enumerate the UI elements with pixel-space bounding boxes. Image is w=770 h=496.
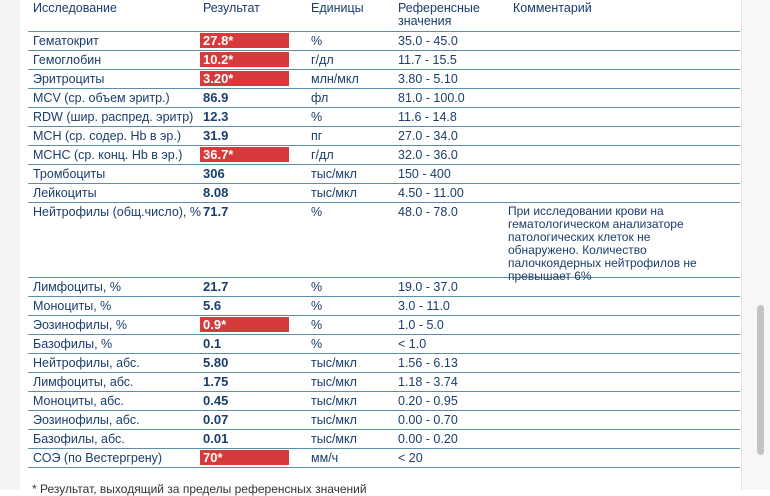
- units: %: [311, 318, 323, 332]
- result-value: 31.9: [203, 128, 229, 143]
- table-row: [28, 70, 740, 89]
- reference-range: 0.00 - 0.70: [398, 413, 458, 427]
- header-result: Результат: [203, 1, 260, 15]
- units: фл: [311, 91, 329, 105]
- units: пг: [311, 129, 323, 143]
- test-name: Гемоглобин: [33, 53, 102, 67]
- table-row: [28, 449, 740, 468]
- result-value: 0.45: [203, 393, 229, 408]
- test-name: Нейтрофилы, абс.: [33, 356, 140, 370]
- table-row: [28, 203, 740, 283]
- reference-range: 3.0 - 11.0: [398, 299, 450, 313]
- test-name: Базофилы, %: [33, 337, 113, 351]
- reference-range: 4.50 - 11.00: [398, 186, 464, 200]
- units: мм/ч: [311, 451, 339, 465]
- result-value: 70*: [200, 450, 289, 465]
- units: г/дл: [311, 148, 334, 162]
- units: %: [311, 337, 323, 351]
- result-value: 86.9: [203, 90, 229, 105]
- units: %: [311, 205, 323, 219]
- test-name: RDW (шир. распред. эритр): [33, 110, 194, 124]
- reference-range: 11.6 - 14.8: [398, 110, 457, 124]
- reference-range: 27.0 - 34.0: [398, 129, 458, 143]
- test-name: Эозинофилы, %: [33, 318, 127, 332]
- result-value: 0.07: [203, 412, 229, 427]
- table-row: [28, 146, 740, 165]
- reference-range: < 1.0: [398, 337, 427, 351]
- reference-range: 48.0 - 78.0: [398, 205, 458, 219]
- table-row: [28, 373, 740, 392]
- test-name: СОЭ (по Вестергрену): [33, 451, 163, 465]
- result-value: 8.08: [203, 185, 229, 200]
- reference-range: 32.0 - 36.0: [398, 148, 458, 162]
- footnote: * Результат, выходящий за пределы референсных значений: [32, 482, 367, 496]
- units: %: [311, 280, 323, 294]
- units: %: [311, 34, 323, 48]
- reference-range: 0.20 - 0.95: [398, 394, 458, 408]
- reference-range: 1.18 - 3.74: [398, 375, 458, 389]
- scrollbar-thumb[interactable]: [757, 305, 764, 455]
- results-table: [28, 0, 740, 468]
- header-study: Исследование: [33, 1, 117, 15]
- table-header: [28, 0, 740, 32]
- test-name: Нейтрофилы (общ.число), %: [33, 205, 201, 219]
- units: млн/мкл: [311, 72, 359, 86]
- result-value: 5.6: [203, 298, 222, 313]
- units: тыс/мкл: [311, 432, 357, 446]
- result-value: 306: [203, 166, 225, 181]
- table-row: [28, 278, 740, 297]
- units: тыс/мкл: [311, 375, 357, 389]
- table-row: [28, 354, 740, 373]
- reference-range: 3.80 - 5.10: [398, 72, 458, 86]
- test-name: Лимфоциты, абс.: [33, 375, 134, 389]
- units: тыс/мкл: [311, 413, 357, 427]
- test-name: MCH (ср. содер. Hb в эр.): [33, 129, 181, 143]
- test-name: Лейкоциты: [33, 186, 97, 200]
- comment: При исследовании крови на гематологическом анализаторе патологических клеток не обнаружено. Количество палочкоядерных нейтрофилов не превышает 6%: [508, 204, 697, 283]
- result-value: 0.9*: [200, 317, 289, 332]
- reference-range: 150 - 400: [398, 167, 451, 181]
- header-comment: Комментарий: [513, 1, 592, 15]
- test-name: МСНС (ср. конц. Hb в эр.): [33, 148, 183, 162]
- header-units: Единицы: [311, 1, 364, 15]
- reference-range: 0.00 - 0.20: [398, 432, 458, 446]
- test-name: Лимфоциты, %: [33, 280, 121, 294]
- table-row: [28, 165, 740, 184]
- units: %: [311, 299, 323, 313]
- reference-range: 1.0 - 5.0: [398, 318, 444, 332]
- test-name: Моноциты, абс.: [33, 394, 124, 408]
- result-value: 12.3: [203, 109, 229, 124]
- table-row: [28, 316, 740, 335]
- table-row: [28, 108, 740, 127]
- units: тыс/мкл: [311, 186, 357, 200]
- reference-range: 35.0 - 45.0: [398, 34, 458, 48]
- result-value: 27.8*: [200, 33, 289, 48]
- table-row: [28, 297, 740, 316]
- reference-range: 11.7 - 15.5: [398, 53, 457, 67]
- table-row: [28, 32, 740, 51]
- table-row: [28, 430, 740, 449]
- result-value: 71.7: [203, 204, 229, 219]
- reference-range: 19.0 - 37.0: [398, 280, 458, 294]
- test-name: Моноциты, %: [33, 299, 112, 313]
- test-name: Гематокрит: [33, 34, 99, 48]
- test-name: Базофилы, абс.: [33, 432, 125, 446]
- reference-range: < 20: [398, 451, 423, 465]
- reference-range: 1.56 - 6.13: [398, 356, 458, 370]
- table-row: [28, 392, 740, 411]
- table-row: [28, 51, 740, 70]
- result-value: 0.01: [203, 431, 229, 446]
- table-row: [28, 127, 740, 146]
- header-reference: Референсные значения: [398, 1, 480, 28]
- table-row: [28, 335, 740, 354]
- table-row: [28, 411, 740, 430]
- table-body: [28, 32, 740, 468]
- test-name: Эозинофилы, абс.: [33, 413, 140, 427]
- units: тыс/мкл: [311, 394, 357, 408]
- table-row: [28, 184, 740, 203]
- table-row: [28, 89, 740, 108]
- result-value: 21.7: [203, 279, 229, 294]
- result-value: 1.75: [203, 374, 229, 389]
- test-name: Эритроциты: [33, 72, 105, 86]
- result-value: 10.2*: [200, 52, 289, 67]
- reference-range: 81.0 - 100.0: [398, 91, 465, 105]
- result-value: 0.1: [203, 336, 222, 351]
- units: %: [311, 110, 323, 124]
- units: г/дл: [311, 53, 334, 67]
- test-name: MCV (ср. объем эритр.): [33, 91, 170, 105]
- units: тыс/мкл: [311, 167, 357, 181]
- units: тыс/мкл: [311, 356, 357, 370]
- scrollbar-track[interactable]: [741, 0, 770, 490]
- result-value: 36.7*: [200, 147, 289, 162]
- result-value: 3.20*: [200, 71, 289, 86]
- page-left-margin: [0, 0, 20, 490]
- result-value: 5.80: [203, 355, 229, 370]
- test-name: Тромбоциты: [33, 167, 106, 181]
